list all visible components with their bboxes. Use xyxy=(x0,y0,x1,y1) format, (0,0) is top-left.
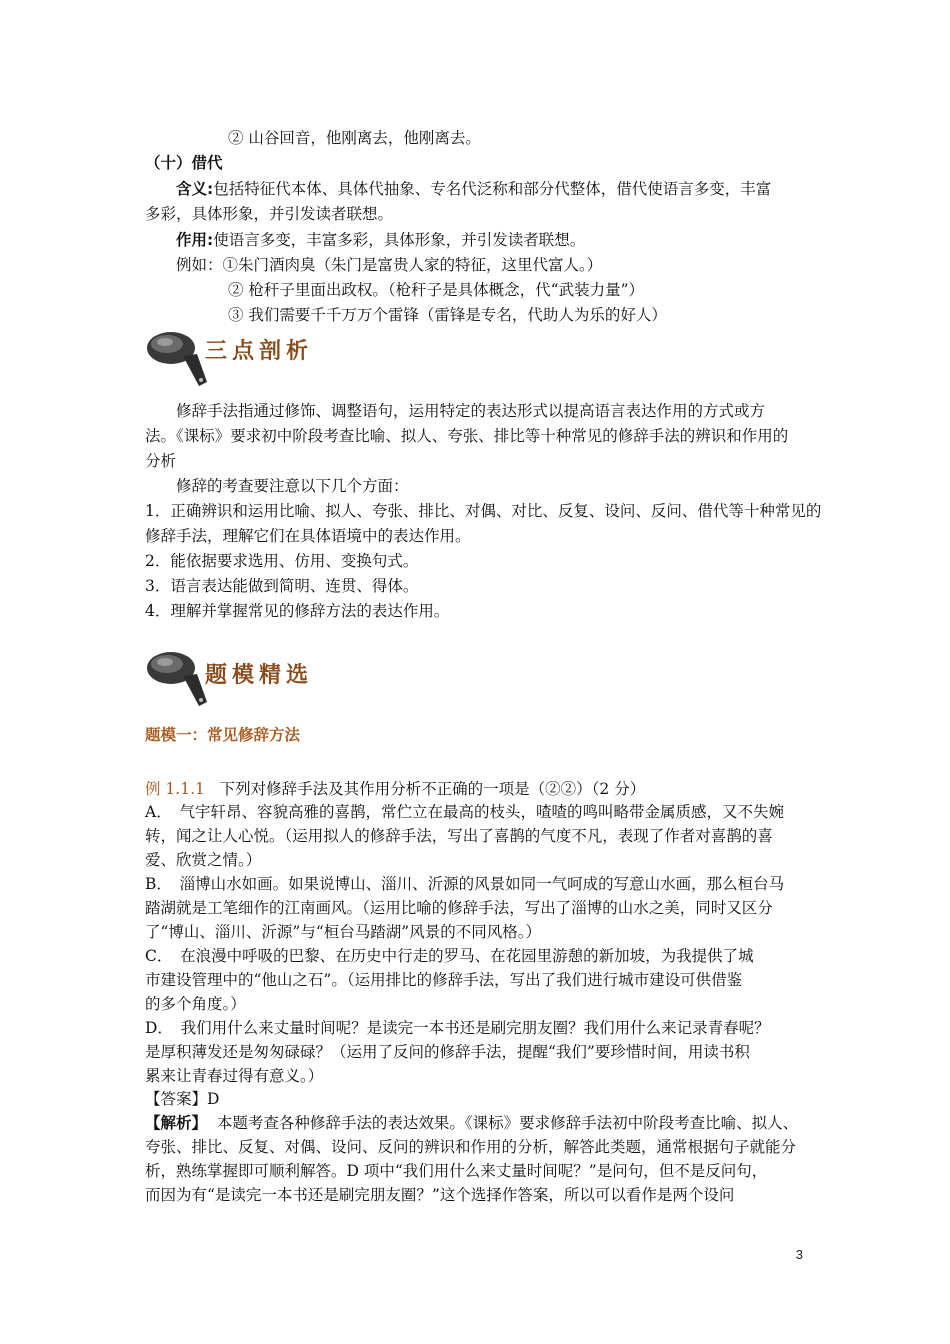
example-item-2: ② 枪秆子里面出政权。（枪秆子是具体概念，代“武装力量”） xyxy=(228,281,645,299)
explanation-line: 夸张、排比、反复、对偶、设问、反问的辨识和作用的分析，解答此类题，通常根据句子就能分 xyxy=(145,1138,797,1156)
option-line: 累来让青春过得有意义。） xyxy=(145,1067,324,1085)
option-line: B． 淄博山水如画。如果说博山、淄川、沂源的风景如同一气呵成的写意山水画，那么桓台马 xyxy=(145,875,785,893)
option-line: 市建设管理中的“他山之石”。（运用排比的修辞手法，写出了我们进行城市建设可供借鉴 xyxy=(145,971,743,989)
explanation-line: 而因为有“是读完一本书还是刷完朋友圈？”这个选择作答案，所以可以看作是两个设问 xyxy=(145,1186,735,1204)
analysis-line: 法。《课标》要求初中阶段考查比喻、拟人、夸张、排比等十种常见的修辞手法的辨识和作用的 xyxy=(145,427,789,445)
option-line: C． 在浪漫中呼吸的巴黎、在历史中行走的罗马、在花园里游憩的新加坡，为我提供了城 xyxy=(145,947,754,965)
analysis-line: 1．正确辨识和运用比喻、拟人、夸张、排比、对偶、对比、反复、设问、反问、借代等十种常见的 xyxy=(145,502,822,520)
analysis-line: 分析 xyxy=(145,452,177,470)
effect-line xyxy=(176,228,585,252)
analysis-line: 修辞手法指通过修饰、调整语句，运用特定的表达形式以提高语言表达作用的方式或方 xyxy=(176,402,766,420)
answer-line: 【答案】D xyxy=(145,1090,220,1108)
analysis-line: 2．能依据要求选用、仿用、变换句式。 xyxy=(145,552,419,570)
meaning-label: 含义: xyxy=(176,180,214,198)
option-line: 爱、欣赏之情。） xyxy=(145,851,262,869)
analysis-line: 3．语言表达能做到简明、连贯、得体。 xyxy=(145,577,419,595)
section-title-models: 题模精选 xyxy=(205,663,314,688)
explanation-line xyxy=(145,1111,798,1135)
effect-label: 作用: xyxy=(176,231,214,249)
example-item-1: 例如：①朱门酒肉臭（朱门是富贵人家的特征，这里代富人。） xyxy=(176,256,603,274)
option-line: 了“博山、淄川、沂源”与“桓台马踏湖”风景的不同风格。） xyxy=(145,923,541,941)
option-line: 是厚积薄发还是匆匆碌碌？（运用了反问的修辞手法，提醒“我们”要珍惜时间，用读书积 xyxy=(145,1043,750,1061)
explanation-line: 析，熟练掌握即可顺利解答。D 项中“我们用什么来丈量时间呢？”是问句，但不是反问句， xyxy=(145,1162,768,1180)
section-banner-analysis xyxy=(145,326,445,376)
analysis-line: 修辞手法，理解它们在具体语境中的表达作用。 xyxy=(145,527,471,545)
example-question-line xyxy=(145,777,645,801)
option-line: 的多个角度。） xyxy=(145,995,246,1013)
option-line: D． 我们用什么来丈量时间呢？是读完一本书还是刷完朋友圈？我们用什么来记录青春呢？ xyxy=(145,1019,770,1037)
example-item-3: ③ 我们需要千千万万个雷锋（雷锋是专名，代助人为乐的好人） xyxy=(228,306,667,324)
model-title: 题模一：常见修辞方法 xyxy=(145,726,301,744)
explanation-label: 【解析】 xyxy=(145,1113,208,1132)
analysis-line: 4．理解并掌握常见的修辞方法的表达作用。 xyxy=(145,602,450,620)
option-line: 转，闻之让人心悦。（运用拟人的修辞手法，写出了喜鹊的气度不凡，表现了作者对喜鹊的喜 xyxy=(145,827,773,845)
example-question: 下列对修辞手法及其作用分析不正确的一项是（②②）（2 分） xyxy=(219,780,646,798)
explanation-text: 本题考查各种修辞手法的表达效果。《课标》要求修辞手法初中阶段考查比喻、拟人、 xyxy=(216,1114,799,1132)
section-title-analysis: 三点剖析 xyxy=(205,339,314,364)
option-line: 踏湖就是工笔细作的江南画风。（运用比喻的修辞手法，写出了淄博的山水之美，同时又区分 xyxy=(145,899,773,917)
meaning-text: 包括特征代本体、具体代抽象、专名代泛称和部分代整体，借代使语言多变，丰富 xyxy=(213,180,772,198)
meaning-line-2: 多彩，具体形象，并引发读者联想。 xyxy=(145,205,394,223)
effect-text: 使语言多变，丰富多彩，具体形象，并引发读者联想。 xyxy=(213,231,586,249)
section-banner-models xyxy=(145,646,445,696)
section-heading-jiedai: （十）借代 xyxy=(145,154,223,172)
example-line: ② 山谷回音，他刚离去，他刚离去。 xyxy=(228,129,481,147)
analysis-line: 修辞的考查要注意以下几个方面： xyxy=(176,477,409,495)
meaning-line xyxy=(176,177,771,201)
example-label: 例 1.1.1 xyxy=(145,780,205,798)
page-number: 3 xyxy=(795,1247,803,1262)
option-line: A． 气宇轩昂、容貌高雅的喜鹊，常伫立在最高的枝头，喳喳的鸣叫略带金属质感，又不失婉 xyxy=(145,803,784,821)
